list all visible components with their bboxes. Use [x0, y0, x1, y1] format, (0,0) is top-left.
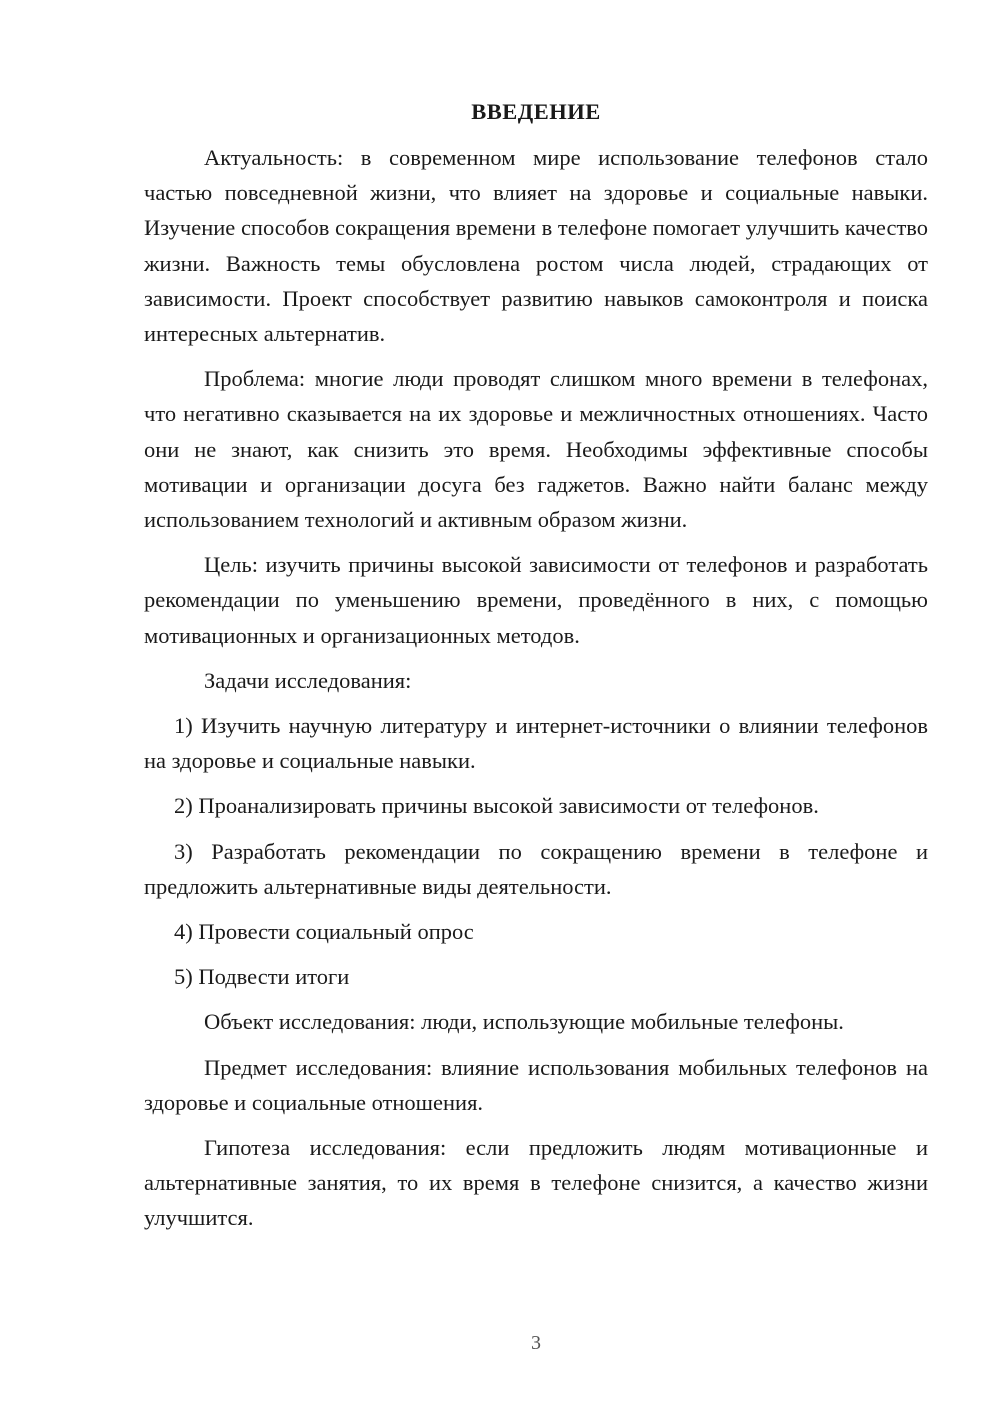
- paragraph-object: Объект исследования: люди, использующие мобильные телефоны.: [204, 1009, 844, 1035]
- document-body: [144, 96, 928, 1246]
- task-item-2: 2) Проанализировать причины высокой зависимости от телефонов.: [174, 793, 819, 819]
- task-item-3: 3) Разработать рекомендации по сокращению времени в телефоне и предложить альтернативные виды деятельности.: [144, 838, 928, 899]
- paragraph-hypothesis: Гипотеза исследования: если предложить людям мотивационные и альтернативные занятия, то их время в телефоне снизится, а качество жизни улучшится.: [144, 1135, 928, 1231]
- paragraph-subject: Предмет исследования: влияние использования мобильных телефонов на здоровье и социальные отношения.: [144, 1054, 928, 1115]
- task-item-5: 5) Подвести итоги: [174, 964, 350, 990]
- paragraph-tasks-heading: Задачи исследования:: [204, 667, 412, 693]
- task-item-4: 4) Провести социальный опрос: [174, 919, 474, 945]
- section-title: ВВЕДЕНИЕ: [471, 99, 601, 124]
- paragraph-problem: Проблема: многие люди проводят слишком много времени в телефонах, что негативно сказывается на их здоровье и межличностных отношениях. Часто они не знают, как снизить это время. Необходимы эффективные способы мотивации и организации досуга без гаджетов. Важно найти баланс между использованием технологий и активным образом жизни.: [144, 366, 928, 533]
- task-item-1: 1) Изучить научную литературу и интернет-источники о влиянии телефонов на здоровье и социальные навыки.: [144, 713, 928, 774]
- paragraph-goal: Цель: изучить причины высокой зависимости от телефонов и разработать рекомендации по уменьшению времени, проведённого в них, с помощью мотивационных и организационных методов.: [144, 552, 928, 648]
- page-number: 3: [531, 1332, 541, 1354]
- paragraph-relevance: Актуальность: в современном мире использование телефонов стало частью повседневной жизни, что влияет на здоровье и социальные навыки. Изучение способов сокращения времени в телефоне помогает улучшить качество жизни. Важность темы обусловлена ростом числа людей, страдающих от зависимости. Проект способствует развитию навыков самоконтроля и поиска интересных альтернатив.: [144, 145, 928, 347]
